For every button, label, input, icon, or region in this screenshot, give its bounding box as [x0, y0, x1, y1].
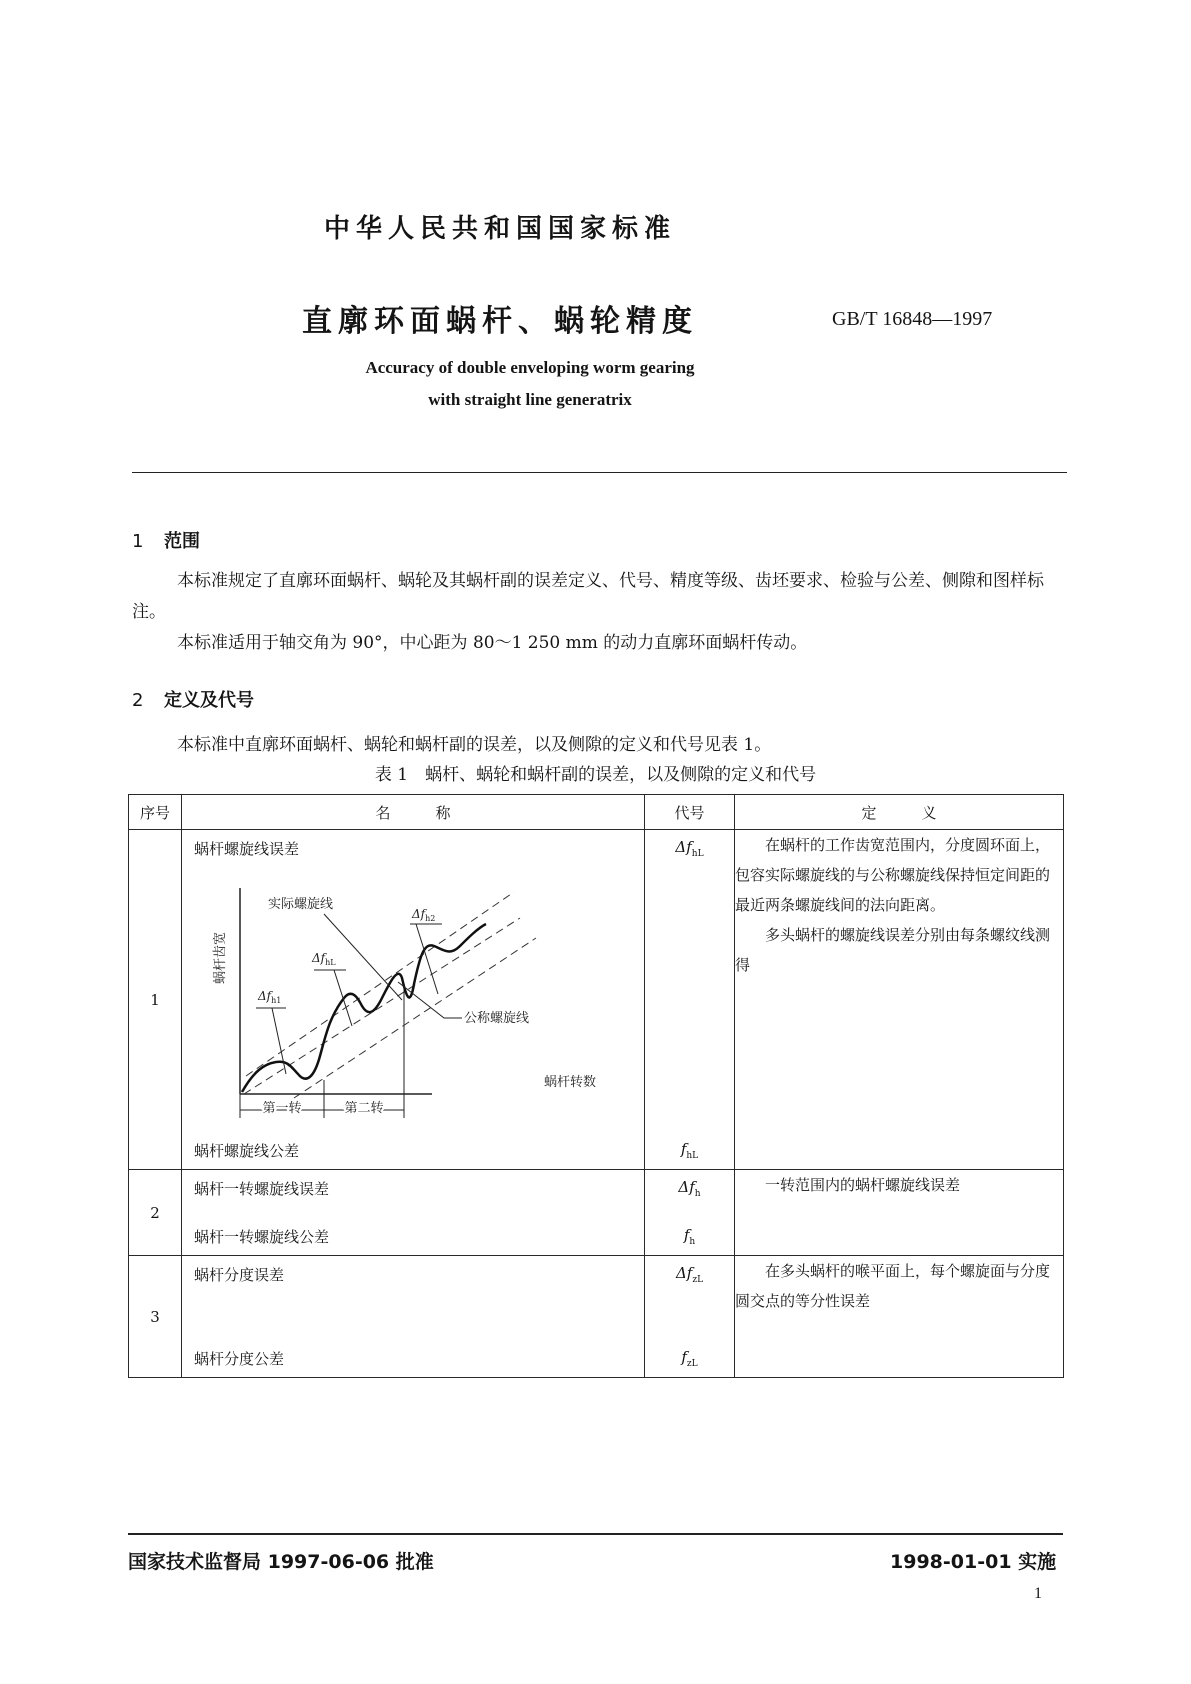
section-1-title: 范围 [164, 531, 200, 552]
english-title-line-1: Accuracy of double enveloping worm gearing [365, 358, 695, 377]
name-tolerance: 蜗杆螺旋线公差 [194, 1142, 300, 1160]
table-row [129, 830, 1064, 1170]
x-axis-label: 蜗杆转数 [543, 1075, 597, 1090]
approval-line: 国家技术监督局 1997-06-06 批准 [128, 1551, 434, 1573]
definition-paragraph: 多头蜗杆的螺旋线误差分别由每条螺纹线测得 [735, 926, 1051, 974]
section-2-heading [132, 686, 254, 712]
header-definition: 定 义 [735, 795, 1064, 830]
effective-date-line: 1998-01-01 实施 [890, 1551, 1057, 1573]
name-cell [182, 830, 645, 1170]
section-1-number: 1 [132, 531, 144, 552]
symbol-error: $\Delta f_{hL}$ [675, 838, 704, 859]
nominal-helix-label: 公称螺旋线 [464, 1011, 530, 1026]
footer-divider [128, 1533, 1063, 1535]
row-number: 3 [129, 1256, 182, 1378]
name-tolerance: 蜗杆一转螺旋线公差 [194, 1228, 330, 1246]
second-turn-label: 第二转 [344, 1101, 384, 1116]
upper-envelope-line [246, 892, 514, 1076]
delta-fh1-label: $\Delta f_{h1}$ [258, 989, 282, 1005]
nominal-helix-line [244, 918, 520, 1094]
row-number: 2 [129, 1170, 182, 1256]
header-symbol: 代号 [645, 795, 735, 830]
definition-cell [735, 830, 1064, 1170]
symbol-cell [645, 1170, 735, 1256]
definitions-table [128, 794, 1063, 1376]
delta-fhL-label: $\Delta f_{hL}$ [312, 951, 336, 967]
name-error: 蜗杆分度误差 [194, 1266, 285, 1284]
helix-error-diagram [184, 866, 644, 1134]
section-1-paragraph-2: 本标准适用于轴交角为 90°，中心距为 80～1 250 mm 的动力直廓环面蜗杆传动。 [177, 633, 808, 653]
english-title-line-2: with straight line generatrix [428, 390, 632, 409]
name-error: 蜗杆一转螺旋线误差 [194, 1180, 330, 1198]
symbol-error: $\Delta f_{zL}$ [675, 1264, 704, 1285]
symbol-error: $\Delta f_h$ [678, 1178, 701, 1199]
symbol-tolerance: $f_h$ [683, 1226, 696, 1247]
section-2-paragraph-1: 本标准中直廓环面蜗杆、蜗轮和蜗杆副的误差，以及侧隙的定义和代号见表 1。 [177, 735, 772, 755]
definition-paragraph: 在多头蜗杆的喉平面上，每个螺旋面与分度圆交点的等分性误差 [735, 1262, 1051, 1310]
header-divider [132, 472, 1067, 473]
document-title: 直廓环面蜗杆、蜗轮精度 [302, 304, 698, 339]
table-caption: 表 1 蜗杆、蜗轮和蜗杆副的误差，以及侧隙的定义和代号 [374, 765, 817, 785]
actual-helix-label: 实际螺旋线 [268, 897, 334, 912]
section-2-title: 定义及代号 [164, 690, 254, 711]
symbol-cell [645, 830, 735, 1170]
section-2-number: 2 [132, 690, 144, 711]
name-tolerance: 蜗杆分度公差 [194, 1350, 285, 1368]
symbol-tolerance: $f_{zL}$ [681, 1348, 698, 1369]
definition-cell [735, 1170, 1064, 1256]
section-1-paragraph-1: 本标准规定了直廓环面蜗杆、蜗轮及其蜗杆副的误差定义、代号、精度等级、齿坯要求、检验与公差、侧隙和图样标注。 [132, 571, 1044, 622]
y-axis-label: 蜗杆齿宽 [213, 931, 228, 985]
name-cell [182, 1170, 645, 1256]
name-error: 蜗杆螺旋线误差 [194, 840, 300, 858]
definition-paragraph: 在蜗杆的工作齿宽范围内，分度圆环面上，包容实际螺旋线的与公称螺旋线保持恒定间距的最近两条螺旋线间的法向距离。 [735, 836, 1051, 914]
section-1-heading [132, 527, 200, 553]
standard-number: GB/T 16848—1997 [832, 308, 993, 330]
table-row [129, 1170, 1064, 1256]
definition-cell [735, 1256, 1064, 1378]
definition-paragraph: 一转范围内的蜗杆螺旋线误差 [765, 1176, 961, 1194]
symbol-tolerance: $f_{hL}$ [680, 1140, 699, 1161]
name-cell [182, 1256, 645, 1378]
delta-fh2-label: $\Delta f_{h2}$ [412, 907, 436, 923]
page-number: 1 [1034, 1585, 1042, 1602]
national-standard-heading: 中华人民共和国国家标准 [323, 214, 676, 244]
table-header-row [129, 795, 1064, 830]
symbol-cell [645, 1256, 735, 1378]
row-number: 1 [129, 830, 182, 1170]
header-name: 名 称 [182, 795, 645, 830]
table-row [129, 1256, 1064, 1378]
first-turn-label: 第一转 [262, 1101, 302, 1116]
header-no: 序号 [129, 795, 182, 830]
